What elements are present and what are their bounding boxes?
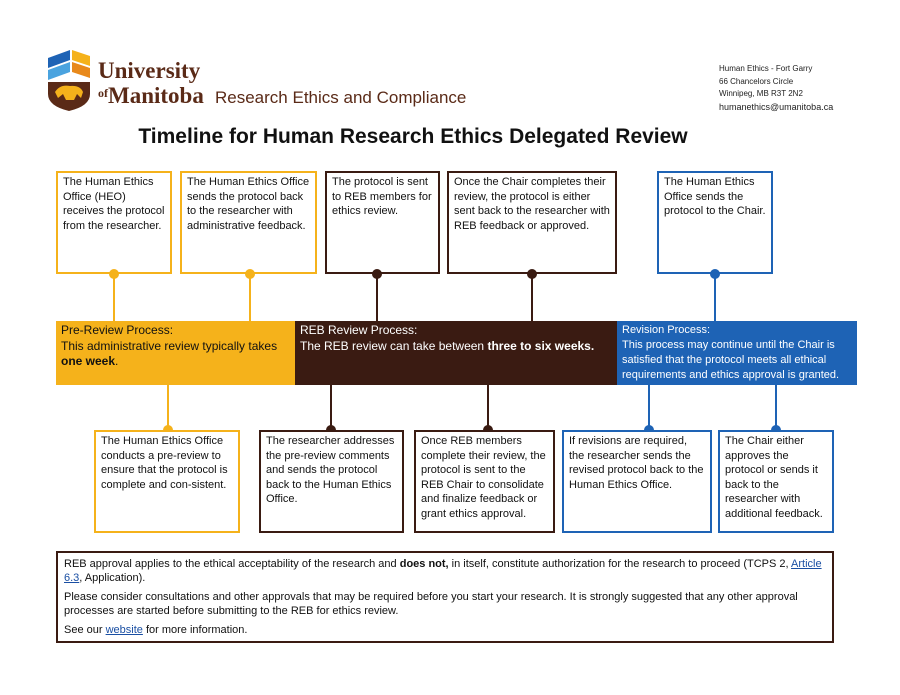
step-heo-pre-review bbox=[94, 430, 240, 533]
connector-line bbox=[648, 385, 650, 430]
step-text: The researcher addresses the pre-review comments and sends the protocol back to the Human Ethics Office. bbox=[266, 435, 395, 506]
timeline-dot bbox=[245, 269, 255, 279]
step-researcher-addresses-comments bbox=[259, 430, 404, 533]
contact-block bbox=[719, 63, 833, 113]
step-chair-approves-or-returns bbox=[718, 430, 834, 533]
step-text: The Human Ethics Office sends the protocol back to the researcher with administrative feedback. bbox=[187, 176, 310, 232]
connector-line bbox=[531, 274, 533, 321]
connector-line bbox=[714, 274, 716, 321]
step-reb-members-complete-review bbox=[414, 430, 555, 533]
step-text: The Chair either approves the protocol or sends it back to the researcher with additional feedback. bbox=[725, 435, 823, 520]
timeline-dot bbox=[372, 269, 382, 279]
step-heo-sends-to-chair bbox=[657, 171, 773, 274]
connector-line bbox=[113, 274, 115, 321]
note-paragraph-consultations: Please consider consultations and other approvals that may be required before you start your research. It is strongly suggested that any other approval processes are started before submitting to the REB for ethics review. bbox=[64, 591, 798, 617]
contact-office: Human Ethics - Fort Garry bbox=[719, 64, 813, 73]
timeline-dot bbox=[527, 269, 537, 279]
phase-title: Revision Process: bbox=[622, 324, 711, 336]
step-heo-sends-feedback bbox=[180, 171, 317, 274]
contact-email[interactable]: humanethics@umanitoba.ca bbox=[719, 101, 834, 112]
step-text: Once the Chair completes their review, the protocol is either sent back to the researcher with REB feedback or approved. bbox=[454, 176, 610, 232]
step-chair-completes-review bbox=[447, 171, 617, 274]
approval-note bbox=[56, 551, 834, 643]
step-researcher-sends-revisions bbox=[562, 430, 712, 533]
step-sent-to-reb-members bbox=[325, 171, 440, 274]
connector-line bbox=[330, 385, 332, 430]
wordmark-line2: Manitoba bbox=[108, 83, 204, 108]
step-heo-receives-protocol bbox=[56, 171, 172, 274]
phase-title: Pre-Review Process: bbox=[61, 323, 174, 337]
connector-line bbox=[249, 274, 251, 321]
page-title: Timeline for Human Research Ethics Delegated Review bbox=[138, 125, 688, 148]
phase-description: The REB review can take between three to six weeks. bbox=[300, 338, 595, 353]
phase-revision bbox=[617, 321, 857, 385]
website-link[interactable]: website bbox=[105, 624, 143, 636]
step-text: If revisions are required, the researcher sends the revised protocol back to the Human Ethics Office. bbox=[569, 435, 704, 491]
timeline-dot bbox=[109, 269, 119, 279]
phase-description: This process may continue until the Chair is satisfied that the protocol meets all ethical requirements and ethics approval is granted. bbox=[622, 339, 840, 381]
step-text: The protocol is sent to REB members for ethics review. bbox=[332, 176, 432, 218]
contact-city: Winnipeg, MB R3T 2N2 bbox=[719, 89, 803, 98]
step-text: Once REB members complete their review, the protocol is sent to the REB Chair to consolidate and finalize feedback or grant ethics approval. bbox=[421, 435, 546, 520]
connector-line bbox=[487, 385, 489, 430]
timeline-dot bbox=[710, 269, 720, 279]
bison-shield-logo-icon bbox=[46, 48, 92, 112]
note-paragraph-approval: REB approval applies to the ethical acceptability of the research and does not, in itself, constitute authorization for the research to proceed (TCPS 2, Article 6.3, Application). bbox=[64, 558, 822, 584]
phase-reb-review bbox=[295, 321, 617, 385]
wordmark-line1: University bbox=[98, 58, 201, 83]
article-6-3-link[interactable]: Article 6.3 bbox=[64, 558, 822, 584]
step-text: The Human Ethics Office conducts a pre-review to ensure that the protocol is complete and con-sistent. bbox=[101, 435, 228, 491]
phase-pre-review bbox=[56, 321, 295, 385]
step-text: The Human Ethics Office (HEO) receives the protocol from the researcher. bbox=[63, 176, 165, 232]
step-text: The Human Ethics Office sends the protocol to the Chair. bbox=[664, 176, 766, 218]
note-paragraph-website: See our website for more information. bbox=[64, 624, 248, 636]
department-name: Research Ethics and Compliance bbox=[215, 88, 467, 107]
connector-line bbox=[167, 385, 169, 430]
connector-line bbox=[376, 274, 378, 321]
university-wordmark bbox=[98, 60, 204, 107]
connector-line bbox=[775, 385, 777, 430]
phase-title: REB Review Process: bbox=[300, 323, 418, 337]
contact-street: 66 Chancelors Circle bbox=[719, 76, 794, 86]
phase-description: This administrative review typically takes one week. bbox=[61, 338, 278, 368]
wordmark-of: of bbox=[98, 86, 108, 100]
